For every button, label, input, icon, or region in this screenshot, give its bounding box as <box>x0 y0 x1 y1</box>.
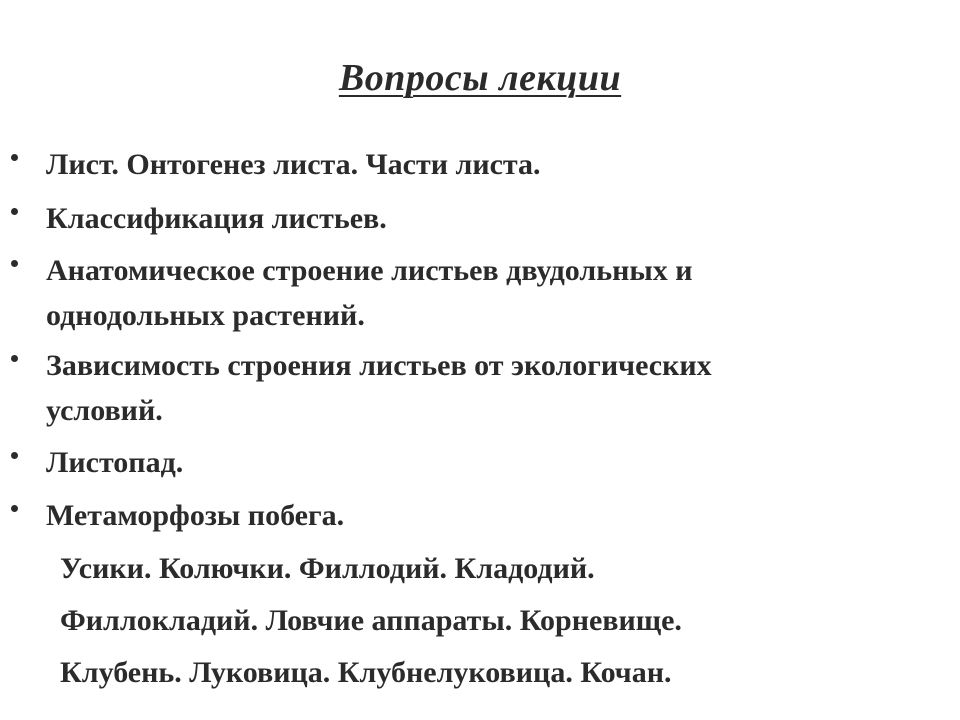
bullet-line: Лист. Онтогенез листа. Части листа. <box>46 148 541 181</box>
bullet-dot-icon <box>11 208 18 215</box>
bullet-dot-icon <box>11 452 18 459</box>
bullet-line: Зависимость строения листьев от экологических <box>46 349 712 382</box>
sub-item-line: Филлокладий. Ловчие аппараты. Корневище. <box>60 604 682 637</box>
bullet-dot-icon <box>11 260 18 267</box>
bullet-line: Метаморфозы побега. <box>46 499 345 532</box>
sub-item-line: Клубень. Луковица. Клубнелуковица. Кочан. <box>60 656 672 689</box>
bullet-line: Анатомическое строение листьев двудольных и <box>46 254 693 287</box>
bullet-line: однодольных растений. <box>46 299 365 332</box>
bullet-dot-icon <box>11 355 18 362</box>
slide-title: Вопросы лекции <box>338 57 622 99</box>
sub-item-line: Усики. Колючки. Филлодий. Кладодий. <box>60 552 595 585</box>
bullet-line: Листопад. <box>46 446 184 479</box>
bullet-dot-icon <box>11 154 18 161</box>
bullet-line: Классификация листьев. <box>46 202 387 235</box>
bullet-line: условий. <box>46 394 163 427</box>
bullet-dot-icon <box>11 505 18 512</box>
